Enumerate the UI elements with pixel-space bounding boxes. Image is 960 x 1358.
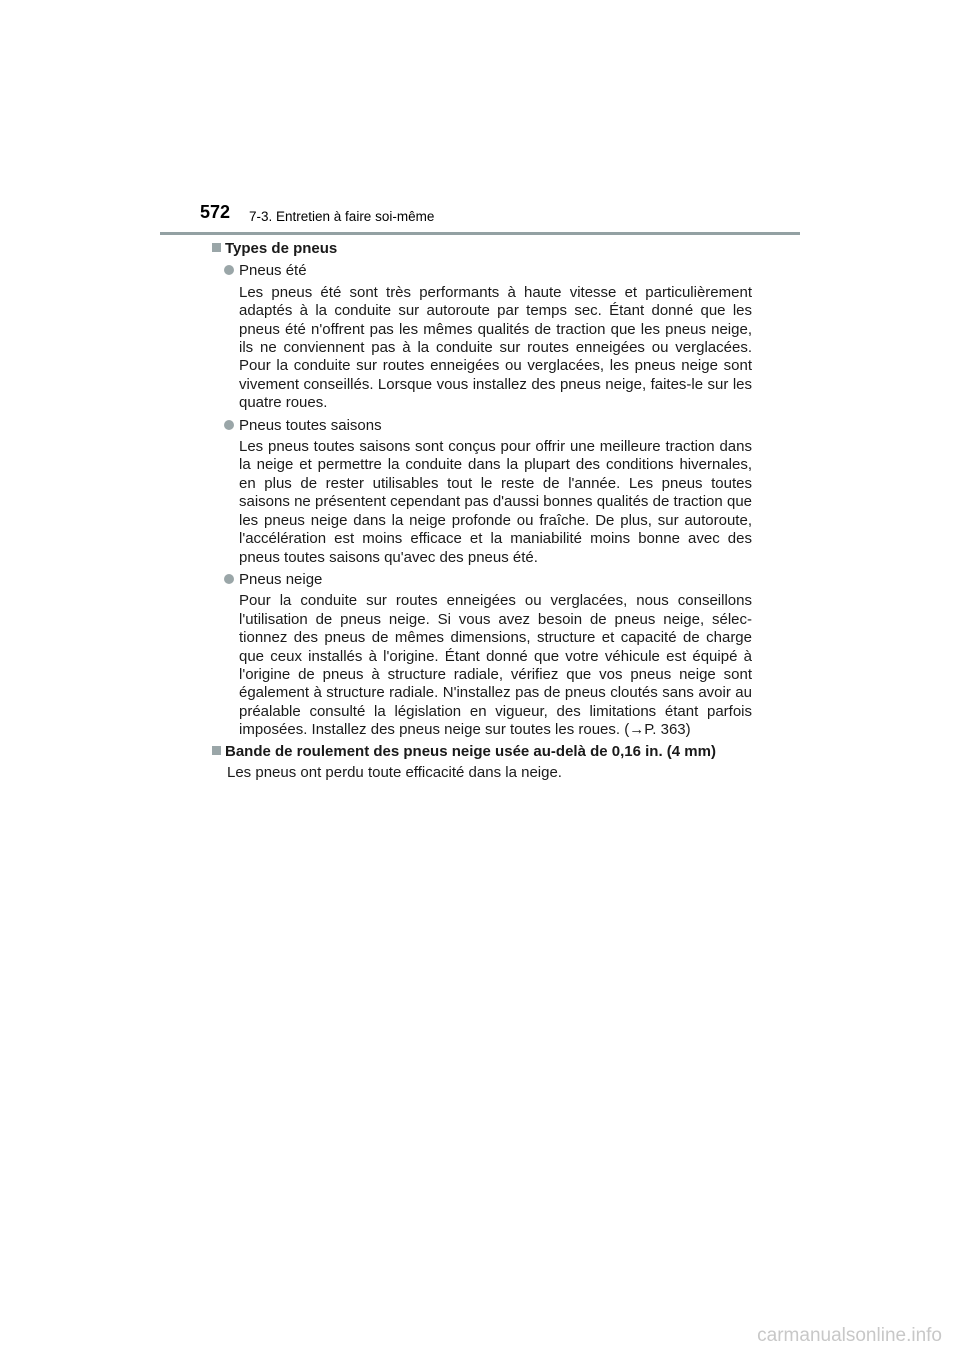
section-paragraph: Les pneus ont perdu toute efficacité dans la neige. — [227, 763, 562, 781]
bullet-title: Pneus neige — [239, 570, 323, 588]
section-heading: Bande de roulement des pneus neige usée au-delà de 0,16 in. (4 mm) — [225, 742, 716, 760]
round-bullet-icon — [224, 574, 234, 584]
section-heading-row — [212, 743, 752, 761]
bullet-item — [212, 571, 752, 740]
page-header — [200, 202, 800, 234]
bullet-paragraph: Les pneus toutes saisons sont conçus pour offrir une meilleure traction dans la neige et permettre la conduite dans la plupart des conditions hivernales, en plus de rester utilisables tout le reste de l'année. Les pneus toutes saisons ne présentent cependant pas d'aussi bonnes qualités de traction que les pneus neige dans la neige profonde ou fraîche. De plus, sur autoroute, l'accélération est moins efficace et la maniabilité moins bonne avec des pneus toutes saisons qu'avec des pneus été. — [239, 438, 752, 566]
bullet-title-row — [224, 262, 752, 280]
bullet-title: Pneus été — [239, 262, 307, 280]
round-bullet-icon — [224, 420, 234, 430]
section-heading-row — [212, 240, 752, 258]
section-tread-wear — [212, 743, 752, 783]
bullet-title-row — [224, 571, 752, 589]
round-bullet-icon — [224, 265, 234, 275]
page-number: 572 — [200, 202, 231, 222]
page-content — [212, 240, 752, 785]
bullet-item — [212, 417, 752, 567]
bullet-paragraph: Pour la conduite sur routes enneigées ou verglacées, nous conseillons l'utilisation de pneus neige. Si vous avez besoin de pneus neige, sélectionnez des pneus de mêmes dimensions, structure et capacité de charge que ceux installés à l'origine. Étant donné que votre véhicule est équipé à l'origine de pneus à structure radiale, vérifiez que vos pneus neige sont également à structure radiale. N'installez pas de pneus cloutés sans avoir au préalable consulté la législation en vigueur, des limitations étant parfois imposées. Installez des pneus neige sur toutes les roues. (→P. 363) — [239, 592, 752, 739]
bullet-title: Pneus toutes saisons — [239, 416, 382, 434]
square-bullet-icon — [212, 746, 221, 755]
bullet-paragraph: Les pneus été sont très performants à haute vitesse et particulièrement adaptés à la conduite sur autoroute par temps sec. Étant donné que les pneus été n'offrent pas les mêmes qualités de traction que les pneus neige, ils ne conviennent pas à la conduite sur routes enneigées ou verglacées. Pour la conduite sur routes enneigées ou verglacées, les pneus neige sont vivement conseillés. Lorsque vous installez des pneus neige, faites-le sur les quatre roues. — [239, 283, 752, 412]
bullet-title-row — [224, 417, 752, 435]
section-tire-types — [212, 240, 752, 740]
bullet-item — [212, 262, 752, 412]
square-bullet-icon — [212, 243, 221, 252]
section-title: 7-3. Entretien à faire soi-même — [249, 209, 435, 224]
section-heading: Types de pneus — [225, 240, 338, 257]
header-rule — [160, 232, 800, 235]
watermark: carmanualsonline.info — [757, 1325, 942, 1346]
